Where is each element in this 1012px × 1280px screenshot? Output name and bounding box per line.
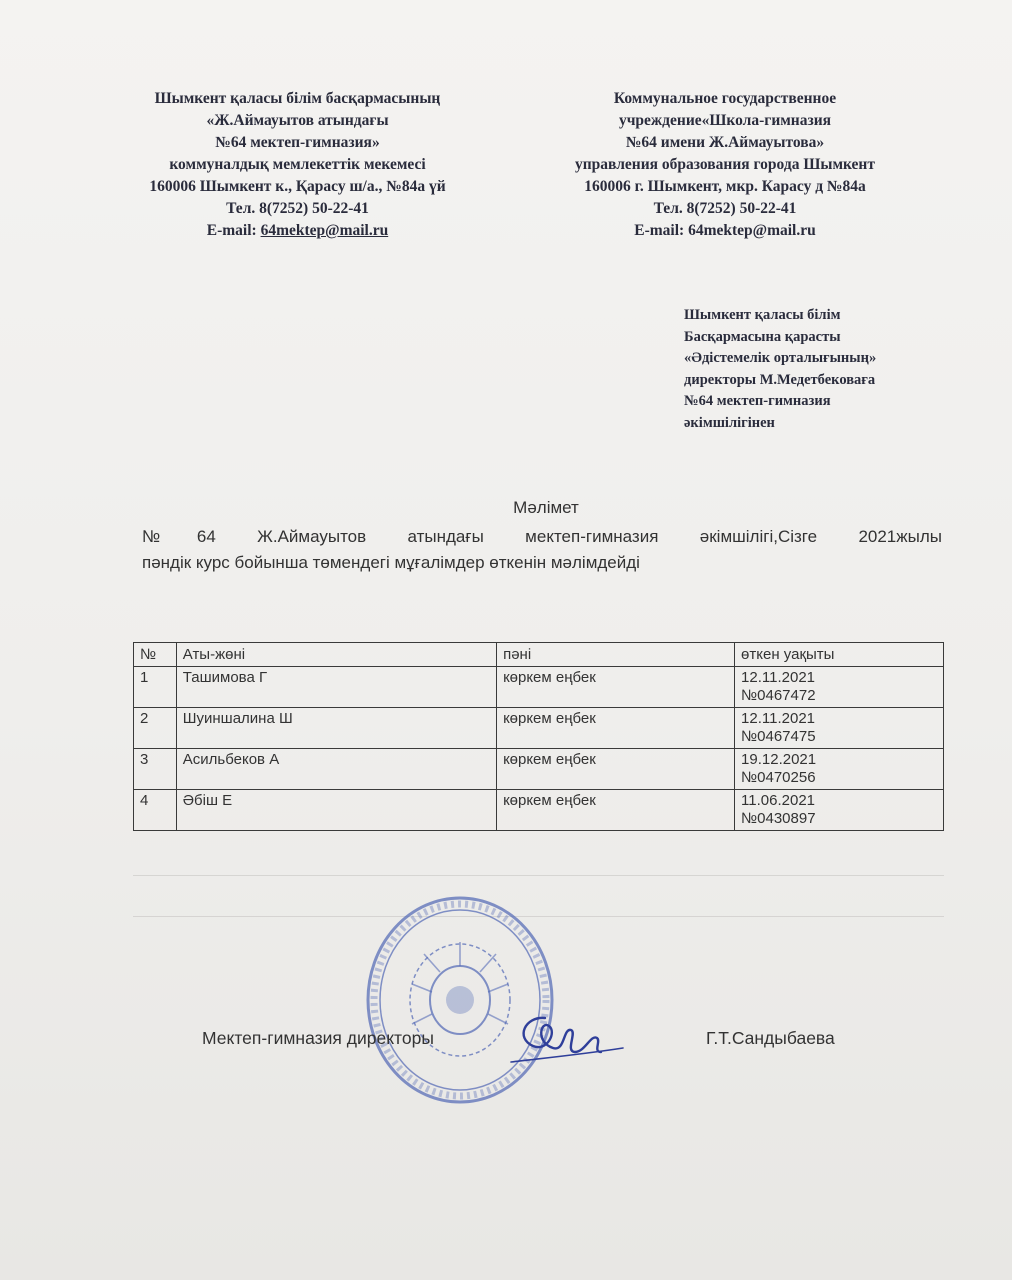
addressee-line: «Әдістемелік орталығының» xyxy=(684,350,877,366)
signature-title: Мектеп-гимназия директоры xyxy=(202,1028,434,1048)
date-value: 19.12.2021 xyxy=(741,751,817,768)
header-right-line: E-mail: 64mektep@mail.ru xyxy=(634,222,816,239)
header-right-line: учреждение«Школа-гимназия xyxy=(618,112,832,129)
addressee-line: №64 мектеп-гимназия xyxy=(684,393,831,409)
date-value: 12.11.2021 xyxy=(741,710,816,727)
header-left-line: «Ж.Аймауытов атындағы xyxy=(206,112,389,129)
column-header-name: Аты-жөні xyxy=(176,643,496,667)
header-left-line: №64 мектеп-гимназия» xyxy=(215,134,380,151)
cell-date xyxy=(735,667,944,708)
cell-name: Әбіш Е xyxy=(176,790,496,831)
addressee-line: Шымкент қаласы білім xyxy=(684,307,841,323)
table-row xyxy=(134,708,944,749)
cell-subject: көркем еңбек xyxy=(497,708,735,749)
header-right-line: Коммунальное государственное xyxy=(613,90,837,107)
table-row xyxy=(134,790,944,831)
cell-subject: көркем еңбек xyxy=(497,667,735,708)
email-link[interactable]: 64mektep@mail.ru xyxy=(260,222,389,239)
date-value: 12.11.2021 xyxy=(741,669,816,686)
column-header-date: өткен уақыты xyxy=(735,643,944,667)
cell-number: 2 xyxy=(134,708,177,749)
certificate-number: №0467472 xyxy=(741,687,816,704)
cell-subject: көркем еңбек xyxy=(497,790,735,831)
email-label: E-mail: xyxy=(206,222,261,239)
certificate-number: №0470256 xyxy=(741,769,816,786)
header-right-line: Тел. 8(7252) 50-22-41 xyxy=(653,200,797,217)
document-body xyxy=(142,524,942,576)
teachers-table xyxy=(133,642,944,831)
header-right-line: 160006 г. Шымкент, мкр. Карасу д №84а xyxy=(584,178,866,195)
cell-name: Асильбеков А xyxy=(176,749,496,790)
certificate-number: №0467475 xyxy=(741,728,816,745)
addressee-line: директоры М.Медетбековаға xyxy=(684,371,876,388)
table-row xyxy=(134,667,944,708)
header-left-line: коммуналдық мемлекеттік мекемесі xyxy=(169,156,426,173)
cell-date xyxy=(735,749,944,790)
table-row xyxy=(134,749,944,790)
header-right-line: управления образования города Шымкент xyxy=(575,156,875,173)
header-left-line: Шымкент қаласы білім басқармасының xyxy=(154,90,441,107)
column-header-number: № xyxy=(134,643,177,667)
cell-number: 1 xyxy=(134,667,177,708)
director-name: Г.Т.Сандыбаева xyxy=(706,1028,835,1048)
body-line: №64 Ж.Аймауытов атындағы мектеп-гимназия әкімшілігі,Сізге 2021жылы xyxy=(142,527,942,546)
cell-date xyxy=(735,790,944,831)
header-left-line: Тел. 8(7252) 50-22-41 xyxy=(226,200,369,217)
official-round-seal-icon xyxy=(362,892,558,1108)
header-left-line: 160006 Шымкент к., Қарасу ш/а., №84а үй xyxy=(149,178,446,195)
table-header-row xyxy=(134,643,944,667)
cell-name: Ташимова Г xyxy=(176,667,496,708)
body-line: пәндік курс бойынша төмендегі мұғалімдер өткенін мәлімдейді xyxy=(142,553,640,572)
cell-name: Шуиншалина Ш xyxy=(176,708,496,749)
addressee-line: Басқармасына қарасты xyxy=(684,328,841,345)
addressee-line: әкімшілігінен xyxy=(684,414,775,431)
cell-subject: көркем еңбек xyxy=(497,749,735,790)
header-left-kazakh xyxy=(100,88,495,242)
certificate-number: №0430897 xyxy=(741,810,816,827)
date-value: 11.06.2021 xyxy=(741,792,816,809)
header-left-email-line xyxy=(100,220,495,242)
cell-number: 3 xyxy=(134,749,177,790)
cell-number: 4 xyxy=(134,790,177,831)
header-right-russian xyxy=(520,88,930,242)
column-header-subject: пәні xyxy=(497,643,735,667)
addressee-block xyxy=(684,305,984,434)
cell-date xyxy=(735,708,944,749)
handwritten-signature-icon xyxy=(505,1008,625,1068)
document-title: Мәлімет xyxy=(513,498,579,517)
header-right-line: №64 имени Ж.Аймауытова» xyxy=(625,134,825,151)
